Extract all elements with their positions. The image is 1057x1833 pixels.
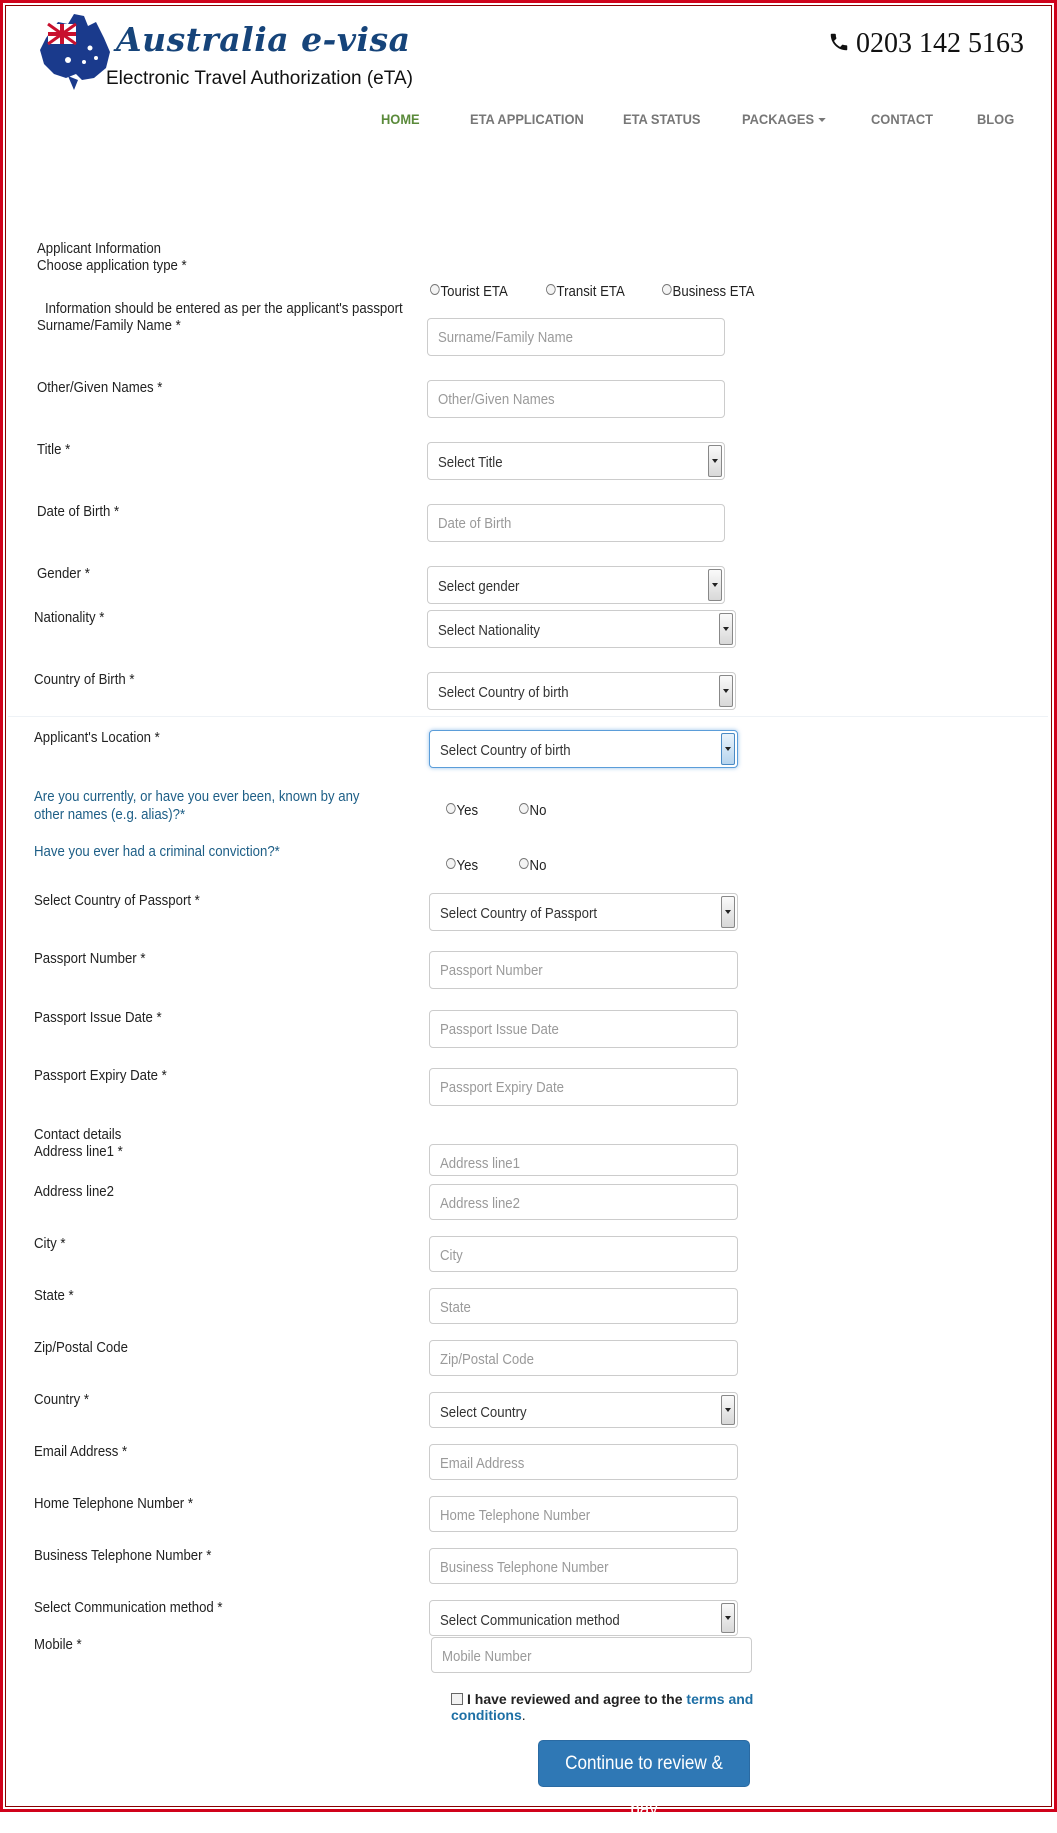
dropdown-arrow-icon <box>719 675 733 707</box>
surname-input[interactable]: Surname/Family Name <box>427 318 725 356</box>
passport-note: Information should be entered as per the applicant's passport <box>45 300 403 317</box>
phone-icon <box>828 31 850 53</box>
dob-input[interactable]: Date of Birth <box>427 504 725 542</box>
mobile-input[interactable]: Mobile Number <box>431 1637 752 1673</box>
mobile-label: Mobile * <box>34 1636 82 1653</box>
radio-tourist-eta[interactable]: Tourist ETA <box>430 283 508 300</box>
state-label: State * <box>34 1287 74 1304</box>
nav-contact[interactable]: CONTACT <box>871 111 934 127</box>
section-contact-heading: Contact details <box>34 1126 122 1143</box>
business-telephone-input[interactable]: Business Telephone Number <box>429 1548 738 1584</box>
radio-circle-icon <box>430 284 440 295</box>
dropdown-arrow-icon <box>721 1395 735 1425</box>
address-line1-label: Address line1 * <box>34 1143 123 1160</box>
zip-input[interactable]: Zip/Postal Code <box>429 1340 738 1376</box>
given-names-input[interactable]: Other/Given Names <box>427 380 725 418</box>
nationality-select[interactable]: Select Nationality <box>427 610 736 648</box>
country-label: Country * <box>34 1391 90 1408</box>
caret-down-icon <box>819 118 826 122</box>
radio-transit-eta[interactable]: Transit ETA <box>546 283 625 300</box>
brand-tagline: Electronic Travel Authorization (eTA) <box>106 68 413 89</box>
country-of-birth-select[interactable]: Select Country of birth <box>427 672 736 710</box>
country-select[interactable]: Select Country <box>429 1392 738 1428</box>
section-divider <box>8 716 1048 717</box>
nav-packages[interactable] <box>742 111 826 127</box>
alias-yes-radio[interactable]: Yes <box>446 802 478 819</box>
alias-no-radio[interactable]: No <box>519 802 546 819</box>
gender-select[interactable]: Select gender <box>427 566 725 604</box>
zip-label: Zip/Postal Code <box>34 1339 128 1356</box>
address-line2-input[interactable]: Address line2 <box>429 1184 738 1220</box>
terms-text: I have reviewed and agree to the <box>467 1691 683 1707</box>
email-input[interactable]: Email Address <box>429 1444 738 1480</box>
state-input[interactable]: State <box>429 1288 738 1324</box>
passport-country-select[interactable]: Select Country of Passport <box>429 893 738 931</box>
business-telephone-label: Business Telephone Number * <box>34 1547 212 1564</box>
nav-packages-label: PACKAGES <box>742 111 815 127</box>
passport-expiry-label: Passport Expiry Date * <box>34 1067 167 1084</box>
main-nav <box>0 111 1057 131</box>
passport-country-label: Select Country of Passport * <box>34 892 200 909</box>
alias-question-line1: Are you currently, or have you ever been, known by any <box>34 788 360 805</box>
title-select[interactable]: Select Title <box>427 442 725 480</box>
address-line2-label: Address line2 <box>34 1183 114 1200</box>
terms-link[interactable]: terms and conditions <box>451 1691 754 1723</box>
passport-number-label: Passport Number * <box>34 950 146 967</box>
address-line1-input[interactable]: Address line1 <box>429 1144 738 1176</box>
nationality-label: Nationality * <box>34 609 105 626</box>
terms-period: . <box>521 1707 526 1723</box>
surname-label: Surname/Family Name * <box>37 317 181 334</box>
criminal-yes-radio[interactable]: Yes <box>446 857 478 874</box>
nav-home[interactable]: HOME <box>381 111 420 127</box>
passport-issue-input[interactable]: Passport Issue Date <box>429 1010 738 1048</box>
radio-circle-icon <box>446 858 456 869</box>
site-logo[interactable] <box>38 8 413 96</box>
applicant-location-label: Applicant's Location * <box>34 729 160 746</box>
radio-business-eta[interactable]: Business ETA <box>662 283 754 300</box>
terms-agreement <box>451 1691 771 1723</box>
home-telephone-input[interactable]: Home Telephone Number <box>429 1496 738 1532</box>
section-applicant-heading: Applicant Information <box>37 240 162 257</box>
dropdown-arrow-icon <box>721 896 735 928</box>
passport-issue-label: Passport Issue Date * <box>34 1009 162 1026</box>
radio-circle-icon <box>519 858 529 869</box>
email-label: Email Address * <box>34 1443 128 1460</box>
continue-button-label: Continue to review & pay <box>565 1753 723 1820</box>
communication-method-select[interactable]: Select Communication method <box>429 1600 738 1636</box>
application-type-label: Choose application type * <box>37 257 187 274</box>
continue-button[interactable] <box>538 1740 750 1820</box>
dropdown-arrow-icon <box>708 445 722 477</box>
home-telephone-label: Home Telephone Number * <box>34 1495 193 1512</box>
nav-eta-status[interactable]: ETA STATUS <box>623 111 701 127</box>
alias-question-line2: other names (e.g. alias)?* <box>34 806 186 823</box>
given-names-label: Other/Given Names * <box>37 379 163 396</box>
dob-label: Date of Birth * <box>37 503 120 520</box>
applicant-location-select[interactable]: Select Country of birth <box>429 730 738 768</box>
dropdown-arrow-icon <box>719 613 733 645</box>
phone-number[interactable] <box>828 28 1024 60</box>
dropdown-arrow-icon <box>708 569 722 601</box>
city-label: City * <box>34 1235 66 1252</box>
passport-number-input[interactable]: Passport Number <box>429 951 738 989</box>
radio-circle-icon <box>546 284 556 295</box>
dropdown-arrow-icon <box>721 733 735 765</box>
criminal-question: Have you ever had a criminal conviction?* <box>34 843 280 860</box>
nav-eta-application[interactable]: ETA APPLICATION <box>470 111 584 127</box>
australia-flag-map-icon <box>38 8 112 92</box>
brand-name: Australia e-visa <box>116 20 411 59</box>
dropdown-arrow-icon <box>721 1603 735 1633</box>
terms-checkbox[interactable] <box>451 1693 463 1705</box>
radio-circle-icon <box>662 284 672 295</box>
title-label: Title * <box>37 441 71 458</box>
criminal-no-radio[interactable]: No <box>519 857 546 874</box>
radio-circle-icon <box>519 803 529 814</box>
city-input[interactable]: City <box>429 1236 738 1272</box>
radio-circle-icon <box>446 803 456 814</box>
passport-expiry-input[interactable]: Passport Expiry Date <box>429 1068 738 1106</box>
phone-number-text: 0203 142 5163 <box>856 28 1024 59</box>
gender-label: Gender * <box>37 565 90 582</box>
communication-method-label: Select Communication method * <box>34 1599 223 1616</box>
country-of-birth-label: Country of Birth * <box>34 671 135 688</box>
nav-blog[interactable]: BLOG <box>977 111 1015 127</box>
